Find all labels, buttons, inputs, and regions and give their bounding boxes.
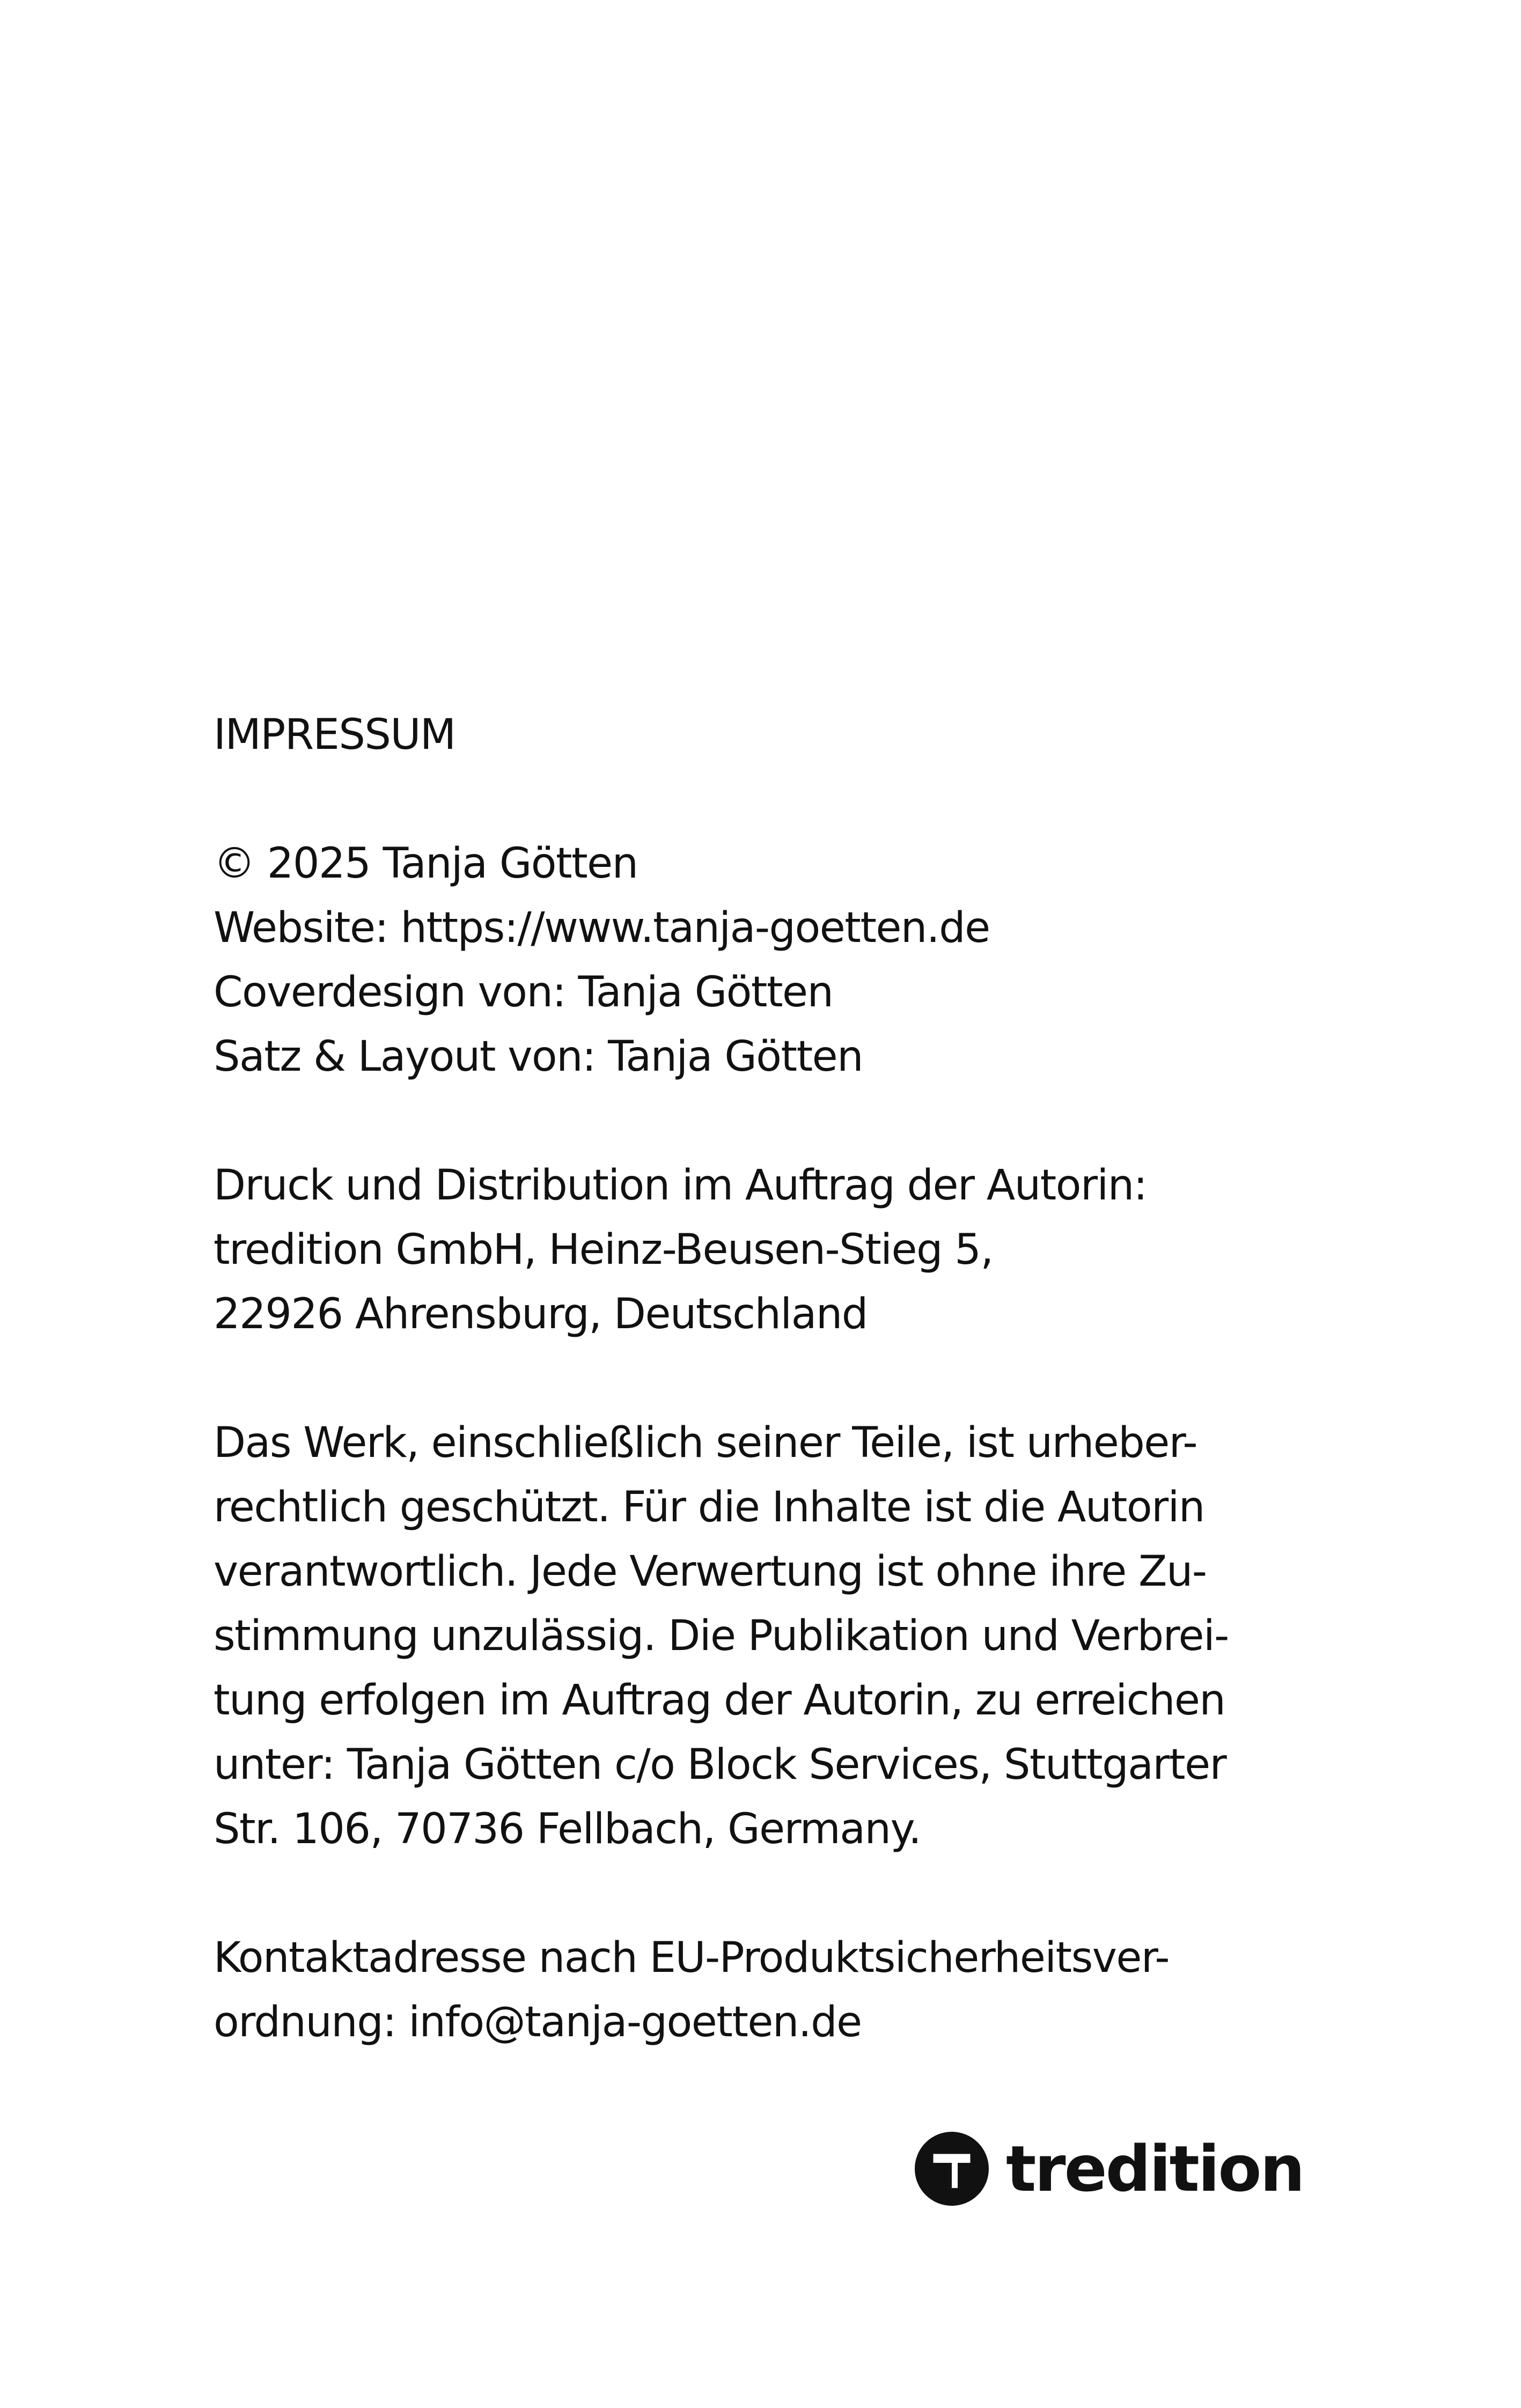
credits-section <box>214 831 1308 1089</box>
copyright-section <box>214 1411 1308 1861</box>
cover-design-line: Coverdesign von: Tanja Götten <box>214 968 833 1017</box>
copyright-text-line: rechtlich geschützt. Für die Inhalte ist die Autorin <box>214 1483 1204 1531</box>
copyright-text-line: Das Werk, einschließlich seiner Teile, ist urheber- <box>214 1419 1197 1467</box>
imprint-text <box>214 703 1308 2054</box>
imprint-heading: IMPRESSUM <box>214 711 455 759</box>
printing-section <box>214 1153 1308 1346</box>
tredition-t-icon <box>915 2132 989 2206</box>
website-line: Website: https://www.tanja-goetten.de <box>214 904 990 952</box>
tredition-wordmark: tredition <box>1006 2132 1304 2206</box>
contact-line: ordnung: info@tanja-goetten.de <box>214 1998 862 2046</box>
copyright-text-line: Str. 106, 70736 Fellbach, Germany. <box>214 1805 921 1853</box>
printing-line: Druck und Distribution im Auftrag der Autorin: <box>214 1161 1147 1210</box>
contact-line: Kontaktadresse nach EU-Produktsicherheitsver- <box>214 1934 1170 1982</box>
contact-section <box>214 1926 1308 2054</box>
printing-line: 22926 Ahrensburg, Deutschland <box>214 1290 868 1338</box>
copyright-text-line: tung erfolgen im Auftrag der Autorin, zu erreichen <box>214 1676 1225 1725</box>
tredition-logo <box>915 2129 1303 2209</box>
copyright-line: © 2025 Tanja Götten <box>214 840 638 888</box>
layout-line: Satz & Layout von: Tanja Götten <box>214 1033 863 1081</box>
copyright-text-line: verantwortlich. Jede Verwertung ist ohne ihre Zu- <box>214 1548 1207 1596</box>
printing-line: tredition GmbH, Heinz-Beusen-Stieg 5, <box>214 1226 993 1274</box>
copyright-text-line: unter: Tanja Götten c/o Block Services, Stuttgarter <box>214 1741 1226 1789</box>
copyright-text-line: stimmung unzulässig. Die Publikation und Verbrei- <box>214 1612 1229 1660</box>
